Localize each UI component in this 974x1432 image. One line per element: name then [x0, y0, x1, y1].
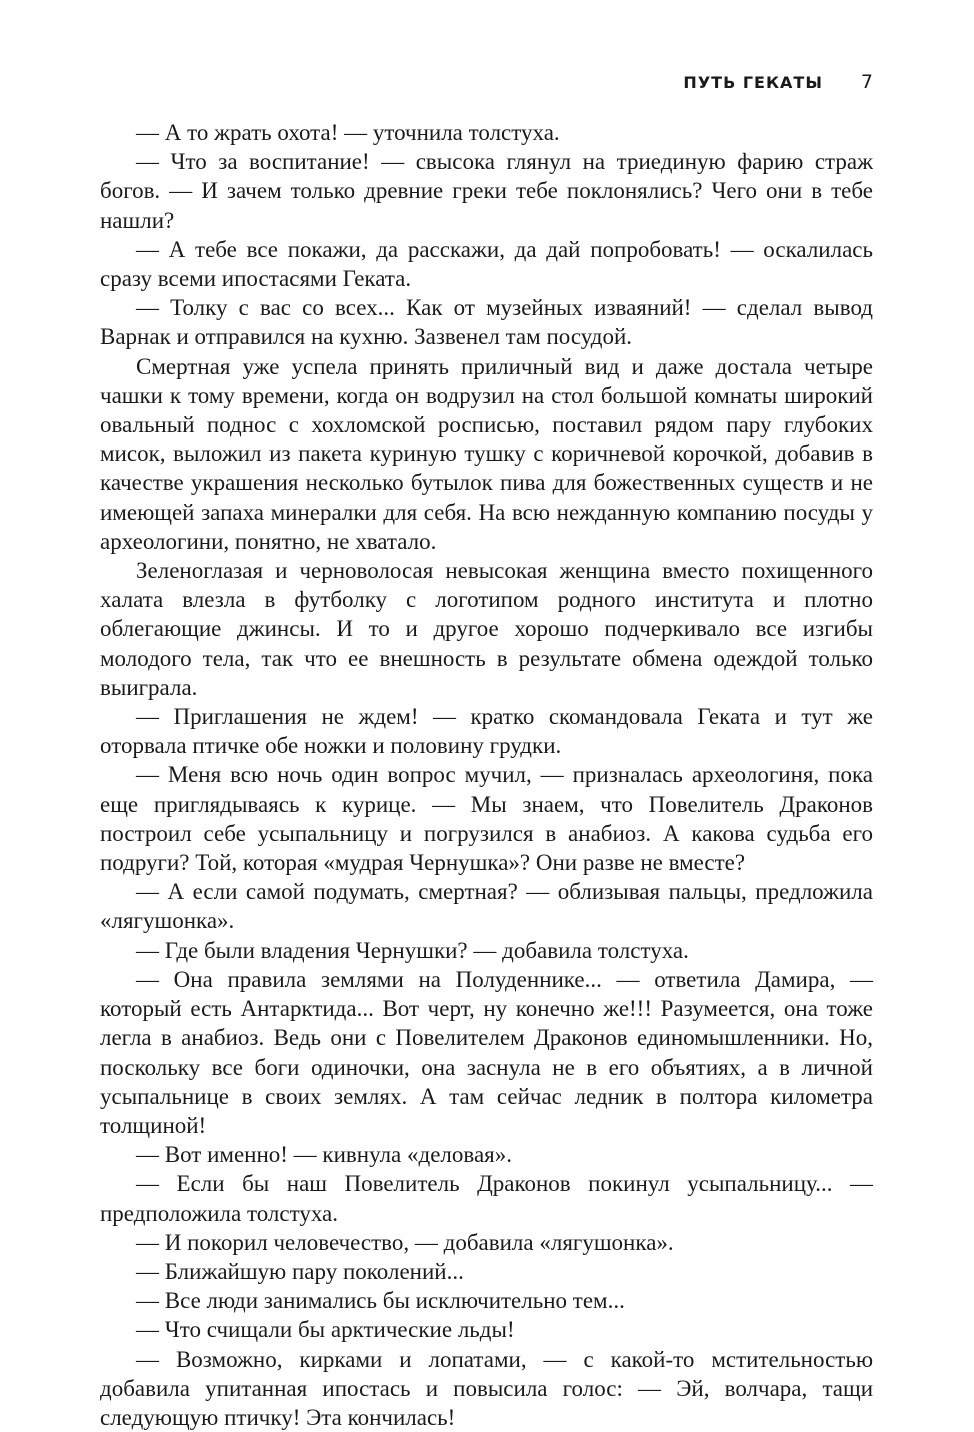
paragraph: — А тебе все покажи, да расскажи, да дай попробовать! — оскалилась сразу всеми ипостасями Геката.	[100, 236, 873, 292]
paragraph: — Приглашения не ждем! — кратко скомандовала Геката и тут же оторвала птичке обе ножки и половину грудки.	[100, 704, 873, 759]
paragraph: — Возможно, кирками и лопатами, — с какой-то мстительностью добавила упитанная ипостась и повысила голос: — Эй, волчара, тащи следующую птичку! Эта кончилась!	[100, 1346, 873, 1430]
paragraph: — А если самой подумать, смертная? — облизывая пальцы, предложила «лягушонка».	[100, 879, 873, 934]
paragraph: — Что счищали бы арктические льды!	[136, 1317, 515, 1343]
paragraph: — Меня всю ночь один вопрос мучил, — призналась археологиня, пока еще приглядываясь к курице. — Мы знаем, что Повелитель Драконов построил себе усыпальницу и погрузился в анабиоз. А какова судьба его подруги? Той, которая «мудрая Чернушка»? Они разве не вместе?	[100, 762, 873, 876]
page-header	[100, 66, 873, 98]
page-number: 7	[860, 71, 873, 93]
text-body	[100, 118, 873, 1432]
paragraph: — Если бы наш Повелитель Драконов покинул усыпальницу... — предположила толстуха.	[100, 1171, 873, 1226]
paragraph: — Где были владения Чернушки? — добавила толстуха.	[136, 937, 689, 963]
paragraph: — Вот именно! — кивнула «деловая».	[136, 1142, 512, 1168]
paragraph: Смертная уже успела принять приличный вид и даже достала четыре чашки к тому времени, когда он водрузил на стол большой комнаты широкий овальный поднос с хохломской росписью, поставил рядом пару глубоких мисок, выложил из пакета куриную тушку с коричневой корочкой, добавив в качестве украшения несколько бутылок пива для божественных существ и не имеющей запаха минералки для себя. На всю нежданную компанию посуды у археологини, понятно, не хватало.	[100, 353, 873, 554]
paragraph: — Все люди занимались бы исключительно тем...	[136, 1288, 625, 1314]
paragraph: — Что за воспитание! — свысока глянул на триединую фарию страж богов. — И зачем только древние греки тебе поклонялись? Чего они в тебе нашли?	[100, 149, 873, 233]
paragraph: — Толку с вас со всех... Как от музейных изваяний! — сделал вывод Варнак и отправился на кухню. Зазвенел там посудой.	[100, 295, 873, 350]
paragraph: — А то жрать охота! — уточнила толстуха.	[136, 120, 560, 145]
paragraph: Зеленоглазая и черноволосая невысокая женщина вместо похищенного халата влезла в футболку с логотипом родного института и плотно облегающие джинсы. И то и другое хорошо подчеркивало все изгибы молодого тела, так что ее внешность в результате обмена одеждой только выиграла.	[100, 558, 873, 700]
paragraph: — Ближайшую пару поколений...	[136, 1258, 464, 1284]
paragraph: — Она правила землями на Полуденнике... — ответила Дамира, — который есть Антарктида... Вот черт, ну конечно же!!! Разумеется, она тоже легла в анабиоз. Ведь они с Повелителем Драконов единомышленники. Но, поскольку все боги одиночки, она заснула не в его объятиях, а в личной усыпальнице в своих землях. А там сейчас ледник в полтора километра толщиной!	[100, 966, 873, 1138]
running-title: ПУТЬ ГЕКАТЫ	[683, 72, 823, 92]
paragraph: — И покорил человечество, — добавила «лягушонка».	[136, 1229, 674, 1255]
